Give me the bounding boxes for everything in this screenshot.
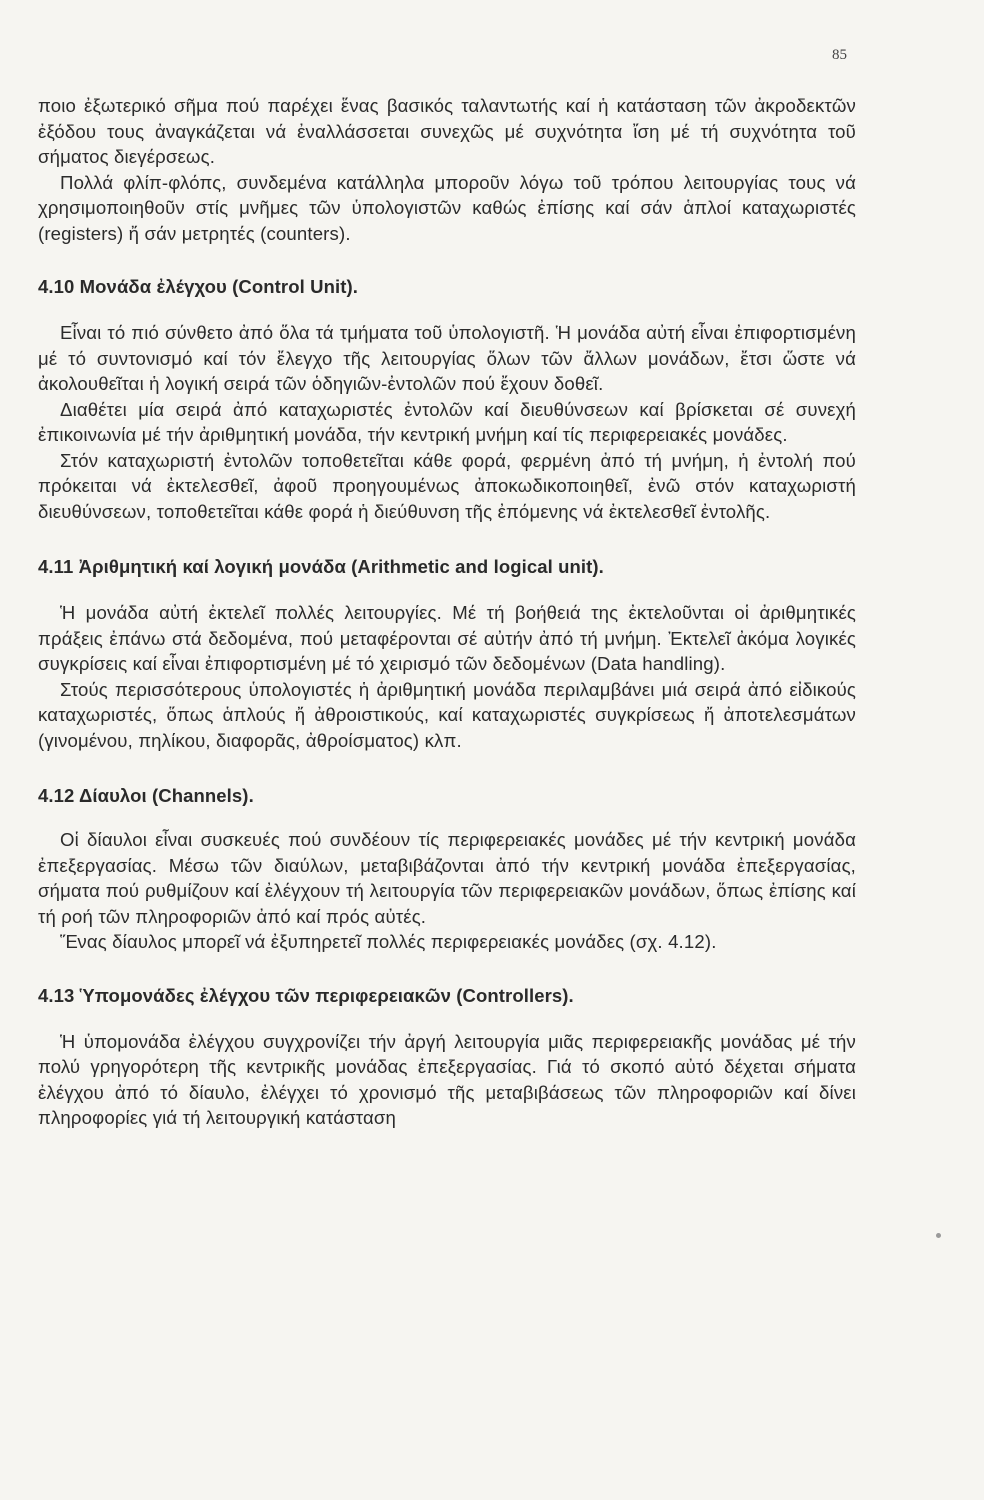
page-number: 85 <box>832 47 847 63</box>
intro-paragraph-1: ποιο ἐξωτερικό σῆμα πού παρέχει ἕνας βασικός ταλαντωτής καί ἡ κατάσταση τῶν ἀκροδεκτῶν ἐξόδου τους ἀναγκάζεται νά ἐναλλάσσεται συνεχῶς μέ συχνότητα ἴση μέ τή συχνότητα τοῦ σήματος διεγέρσεως. <box>38 95 856 167</box>
section-4-10-paragraph-1: Εἶναι τό πιό σύνθετο ἀπό ὅλα τά τμήματα τοῦ ὑπολογιστῆ. Ἡ μονάδα αὐτή εἶναι ἐπιφορτισμένη μέ τό συντονισμό καί τόν ἔλεγχο τῆς λειτουργίας ὅλων τῶν ἄλλων μονάδων, ἔτσι ὥστε νά ἀκολουθεῖται ἡ λογική σειρά τῶν ὁδηγιῶν-ἐντολῶν πού ἔχουν δοθεῖ. <box>38 322 856 394</box>
ink-speck <box>936 1233 941 1238</box>
page-body <box>38 93 856 1131</box>
section-heading-4-11: 4.11 Ἀριθμητική καί λογική μονάδα (Arithmetic and logical unit). <box>38 556 604 577</box>
section-4-10-paragraph-3: Στόν καταχωριστή ἐντολῶν τοποθετεῖται κάθε φορά, φερμένη ἀπό τή μνήμη, ἡ ἐντολή πού πρόκειται νά ἐκτελεσθεῖ, ἀφοῦ προηγουμένως ἀποκωδικοποιηθεῖ, ἐνῶ στόν καταχωριστή διευθύνσεων, τοποθετεῖται κάθε φορά ἡ διεύθυνση τῆς ἐπόμενης νά ἐκτελεσθεῖ ἐντολῆς. <box>38 449 856 522</box>
section-4-12-paragraph-1: Οἱ δίαυλοι εἶναι συσκευές πού συνδέουν τίς περιφερειακές μονάδες μέ τήν κεντρική μονάδα ἐπεξεργασίας. Μέσω τῶν διαύλων, μεταβιβάζονται ἀπό τήν κεντρική μονάδα ἐπεξεργασίας, σήματα πού ρυθμίζουν καί ἐλέγχουν τή λειτουργία τῶν περιφερειακῶν μονάδων, ὅπως ἐπίσης καί τή ροή τῶν πληροφοριῶν ἀπό καί πρός αὐτές. <box>38 829 856 927</box>
section-4-12-paragraph-2: Ἕνας δίαυλος μπορεῖ νά ἐξυπηρετεῖ πολλές περιφερειακές μονάδες (σχ. 4.12). <box>60 931 717 952</box>
section-4-11-paragraph-2: Στούς περισσότερους ὑπολογιστές ἡ ἀριθμητική μονάδα περιλαμβάνει μιά σειρά ἀπό εἰδικούς καταχωριστές, ὅπως ἁπλούς ἤ ἀθροιστικούς, καί καταχωριστές συγκρίσεως ἤ ἀποτελεσμάτων (γινομένου, πηλίκου, διαφορᾶς, ἀθροίσματος) κλπ. <box>38 678 856 751</box>
section-heading-4-13: 4.13 Ὑπομονάδες ἐλέγχου τῶν περιφερειακῶν (Controllers). <box>38 984 574 1006</box>
section-4-11-paragraph-1: Ἡ μονάδα αὐτή ἐκτελεῖ πολλές λειτουργίες. Μέ τή βοήθειά της ἐκτελοῦνται οἱ ἀριθμητικές πράξεις ἐπάνω στά δεδομένα, πού μεταφέρονται σέ αὐτήν ἀπό τή μνήμη. Ἐκτελεῖ ἀκόμα λογικές συγκρίσεις καί εἶναι ἐπιφορτισμένη μέ τό χειρισμό τῶν δεδομένων (Data handling). <box>38 602 856 674</box>
section-4-13-paragraph-1: Ἡ ὑπομονάδα ἐλέγχου συγχρονίζει τήν ἀργή λειτουργία μιᾶς περιφερειακῆς μονάδας μέ τήν πολύ γρηγορότερη τῆς κεντρικῆς μονάδας ἐπεξεργασίας. Γιά τό σκοπό αὐτό δέχεται σήματα ἐλέγχου ἀπό τό δίαυλο, ἐλέγχει τό χρονισμό τῆς μεταβιβάσεως τῶν πληροφοριῶν καί δίνει πληροφορίες γιά τή λειτουργική κατάσταση <box>38 1030 856 1128</box>
section-heading-4-10: 4.10 Μονάδα ἐλέγχου (Control Unit). <box>38 276 358 297</box>
intro-paragraph-2: Πολλά φλίπ-φλόπς, συνδεμένα κατάλληλα μποροῦν λόγω τοῦ τρόπου λειτουργίας τους νά χρησιμοποιηθοῦν στίς μνῆμες τῶν ὑπολογιστῶν καθώς ἐπίσης καί σάν ἁπλοί καταχωριστές (registers) ἤ σάν μετρητές (counters). <box>38 171 856 244</box>
section-heading-4-12: 4.12 Δίαυλοι (Channels). <box>38 785 254 806</box>
section-4-10-paragraph-2: Διαθέτει μία σειρά ἀπό καταχωριστές ἐντολῶν καί διευθύνσεων καί βρίσκεται σέ συνεχή ἐπικοινωνία μέ τήν ἀριθμητική μονάδα, τήν κεντρική μνήμη καί τίς περιφερειακές μονάδες. <box>38 398 856 445</box>
